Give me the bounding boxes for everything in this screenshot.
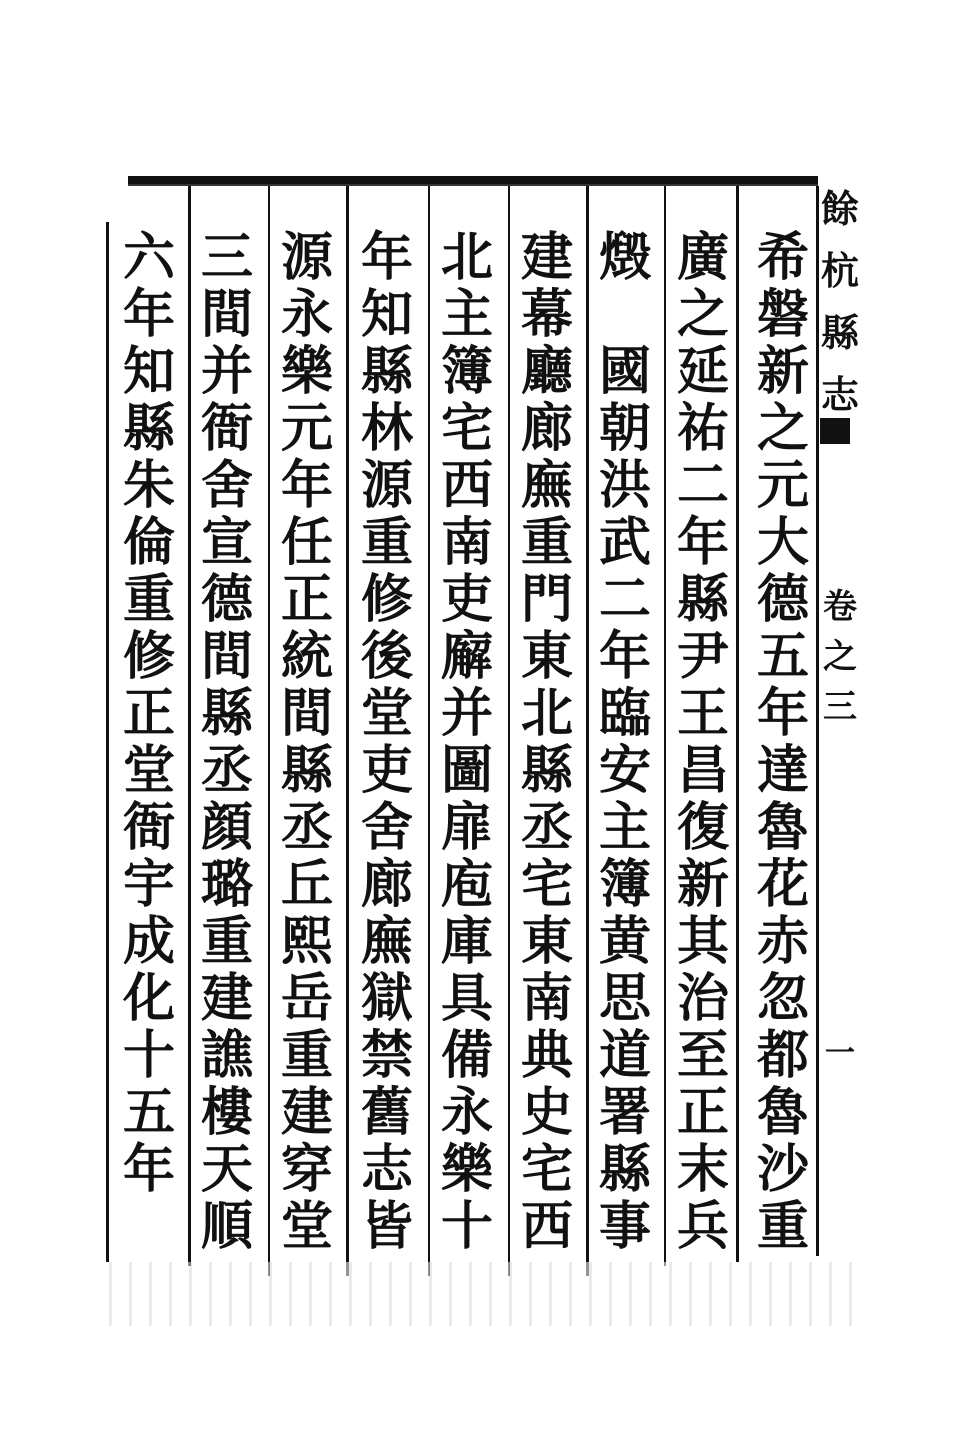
glyph: 并: [440, 683, 493, 744]
glyph: 任: [280, 512, 333, 573]
glyph: 西: [520, 1196, 573, 1257]
glyph: 元: [756, 455, 809, 516]
glyph: 并: [200, 341, 253, 402]
glyph: 德: [756, 569, 809, 630]
glyph: 化: [122, 968, 175, 1029]
glyph: 縣: [520, 740, 573, 801]
glyph: 署: [598, 1082, 651, 1143]
glyph: 庫: [440, 911, 493, 972]
text-column-1: [752, 227, 814, 1258]
glyph: 治: [676, 968, 729, 1029]
text-column-5: [436, 227, 498, 1258]
glyph: 具: [440, 968, 493, 1029]
glyph: 大: [756, 512, 809, 573]
glyph: 宣: [200, 512, 253, 573]
glyph: 都: [756, 1025, 809, 1086]
glyph: 重: [756, 1196, 809, 1257]
glyph: 禁: [360, 1025, 413, 1086]
text-column-6: [356, 227, 418, 1258]
glyph: 後: [360, 626, 413, 687]
glyph: 縣: [598, 1139, 651, 1200]
glyph: 間: [200, 284, 253, 345]
glyph: 黄: [598, 911, 651, 972]
margin-title-char: 縣: [820, 310, 859, 355]
glyph: 二: [676, 455, 729, 516]
glyph: 簿: [598, 854, 651, 915]
glyph: 昌: [676, 740, 729, 801]
glyph: 廊: [520, 398, 573, 459]
glyph: 年: [756, 683, 809, 744]
glyph: 魯: [756, 797, 809, 858]
margin-volume-char: 三: [823, 687, 857, 727]
glyph: 顔: [200, 797, 253, 858]
glyph: 宅: [520, 1139, 573, 1200]
column-rule: [508, 186, 510, 1276]
glyph: 穿: [280, 1139, 333, 1200]
margin-book-title: [820, 186, 860, 438]
glyph: 元: [280, 398, 333, 459]
glyph: 主: [440, 284, 493, 345]
glyph: 達: [756, 740, 809, 801]
glyph: 皆: [360, 1196, 413, 1257]
text-column-8: [196, 227, 258, 1258]
glyph: 事: [598, 1196, 651, 1257]
text-column-2: [672, 227, 734, 1258]
glyph: 新: [676, 854, 729, 915]
glyph: 順: [200, 1196, 253, 1257]
glyph: 延: [676, 341, 729, 402]
text-column-9: [118, 227, 180, 1201]
glyph: 丞: [200, 740, 253, 801]
glyph: 東: [520, 911, 573, 972]
margin-page-number: 一: [825, 1036, 855, 1071]
glyph: 宅: [440, 398, 493, 459]
glyph: 五: [122, 1082, 175, 1143]
glyph: 三: [200, 227, 253, 288]
margin-title-char: 杭: [820, 248, 859, 293]
glyph: 史: [520, 1082, 573, 1143]
glyph: 之: [756, 398, 809, 459]
glyph: 南: [440, 512, 493, 573]
glyph: 年: [122, 1139, 175, 1200]
glyph: 至: [676, 1025, 729, 1086]
glyph: 東: [520, 626, 573, 687]
glyph: 正: [122, 683, 175, 744]
column-rule: [268, 186, 270, 1276]
glyph: 堂: [122, 740, 175, 801]
glyph: 年: [598, 626, 651, 687]
glyph: 年: [360, 227, 413, 288]
glyph: 簿: [440, 341, 493, 402]
glyph: 天: [200, 1139, 253, 1200]
glyph: 重: [122, 569, 175, 630]
glyph: 縣: [200, 683, 253, 744]
glyph: 新: [756, 341, 809, 402]
glyph: 樂: [280, 341, 333, 402]
glyph: 間: [280, 683, 333, 744]
glyph: 堂: [360, 683, 413, 744]
glyph: 修: [122, 626, 175, 687]
glyph: 統: [280, 626, 333, 687]
glyph: 廨: [440, 626, 493, 687]
glyph: 縣: [280, 740, 333, 801]
glyph: 宅: [520, 854, 573, 915]
glyph: 知: [122, 341, 175, 402]
glyph: 修: [360, 569, 413, 630]
glyph: 廊: [360, 854, 413, 915]
glyph: 縣: [676, 569, 729, 630]
glyph: 主: [598, 797, 651, 858]
glyph: 重: [200, 911, 253, 972]
column-rule: [428, 186, 430, 1276]
margin-title-char: 志: [820, 372, 859, 417]
left-border-rule: [106, 222, 109, 1262]
glyph: 宇: [122, 854, 175, 915]
glyph: 縣: [122, 398, 175, 459]
glyph: 其: [676, 911, 729, 972]
glyph: 國: [598, 341, 651, 402]
glyph: 衙: [200, 398, 253, 459]
glyph: 圖: [440, 740, 493, 801]
glyph: 璐: [200, 854, 253, 915]
glyph: 祐: [676, 398, 729, 459]
glyph: 兵: [676, 1196, 729, 1257]
fishtail-mark: [820, 418, 850, 444]
top-border-edge: [128, 184, 818, 186]
glyph: 六: [122, 227, 175, 288]
text-column-7: [276, 227, 338, 1258]
glyph: 縣: [360, 341, 413, 402]
glyph: 建: [280, 1082, 333, 1143]
glyph: 熙: [280, 911, 333, 972]
glyph: 復: [676, 797, 729, 858]
glyph: 譙: [200, 1025, 253, 1086]
glyph: 道: [598, 1025, 651, 1086]
glyph: 倫: [122, 512, 175, 573]
column-rule: [586, 186, 589, 1276]
margin-volume-label: [820, 587, 860, 740]
glyph: 希: [756, 227, 809, 288]
glyph: 廡: [360, 911, 413, 972]
glyph: 丞: [520, 797, 573, 858]
glyph: 安: [598, 740, 651, 801]
glyph: 門: [520, 569, 573, 630]
glyph: 末: [676, 1139, 729, 1200]
column-rule: [736, 186, 739, 1262]
glyph: 年: [280, 455, 333, 516]
column-rule: [188, 186, 191, 1266]
margin-title-char: 餘: [820, 186, 859, 231]
glyph: 赤: [756, 911, 809, 972]
glyph: 廳: [520, 341, 573, 402]
glyph: 成: [122, 911, 175, 972]
glyph: 北: [440, 227, 493, 288]
column-rule: [346, 186, 349, 1276]
glyph: 典: [520, 1025, 573, 1086]
top-border-rule: [128, 176, 818, 184]
glyph: 北: [520, 683, 573, 744]
glyph: 南: [520, 968, 573, 1029]
glyph: 燬: [598, 227, 651, 288]
glyph: 年: [122, 284, 175, 345]
glyph: 堂: [280, 1196, 333, 1257]
glyph: 知: [360, 284, 413, 345]
glyph: 朱: [122, 455, 175, 516]
glyph: 武: [598, 512, 651, 573]
margin-volume-char: 之: [823, 637, 857, 677]
glyph: 丞: [280, 797, 333, 858]
glyph: 洪: [598, 455, 651, 516]
glyph: 十: [440, 1196, 493, 1257]
glyph: 五: [756, 626, 809, 687]
glyph: 年: [676, 512, 729, 573]
column-rule: [664, 186, 666, 1266]
glyph: 忽: [756, 968, 809, 1029]
glyph: 正: [676, 1082, 729, 1143]
glyph: [599, 289, 651, 346]
glyph: 廣: [676, 227, 729, 288]
glyph: 重: [280, 1025, 333, 1086]
damaged-page-edge: [100, 1262, 860, 1326]
glyph: 建: [200, 968, 253, 1029]
glyph: 舍: [360, 797, 413, 858]
glyph: 魯: [756, 1082, 809, 1143]
glyph: 建: [520, 227, 573, 288]
glyph: 庖: [440, 854, 493, 915]
text-column-4: [516, 227, 578, 1258]
glyph: 備: [440, 1025, 493, 1086]
glyph: 重: [360, 512, 413, 573]
glyph: 磐: [756, 284, 809, 345]
text-column-3: [594, 227, 656, 1258]
glyph: 西: [440, 455, 493, 516]
glyph: 王: [676, 683, 729, 744]
glyph: 源: [360, 455, 413, 516]
glyph: 舊: [360, 1082, 413, 1143]
glyph: 廡: [520, 455, 573, 516]
glyph: 志: [360, 1139, 413, 1200]
glyph: 之: [676, 284, 729, 345]
glyph: 永: [440, 1082, 493, 1143]
glyph: 德: [200, 569, 253, 630]
glyph: 沙: [756, 1139, 809, 1200]
glyph: 思: [598, 968, 651, 1029]
glyph: 幕: [520, 284, 573, 345]
glyph: 尹: [676, 626, 729, 687]
glyph: 獄: [360, 968, 413, 1029]
glyph: 源: [280, 227, 333, 288]
glyph: 花: [756, 854, 809, 915]
glyph: 重: [520, 512, 573, 573]
glyph: 樂: [440, 1139, 493, 1200]
glyph: 衙: [122, 797, 175, 858]
glyph: 朝: [598, 398, 651, 459]
glyph: 十: [122, 1025, 175, 1086]
glyph: 永: [280, 284, 333, 345]
glyph: 正: [280, 569, 333, 630]
glyph: 吏: [360, 740, 413, 801]
glyph: 臨: [598, 683, 651, 744]
glyph: 間: [200, 626, 253, 687]
glyph: 樓: [200, 1082, 253, 1143]
glyph: 二: [598, 569, 651, 630]
glyph: 岳: [280, 968, 333, 1029]
glyph: 吏: [440, 569, 493, 630]
glyph: 林: [360, 398, 413, 459]
glyph: 扉: [440, 797, 493, 858]
glyph: 舍: [200, 455, 253, 516]
margin-volume-char: 卷: [823, 587, 857, 627]
glyph: 丘: [280, 854, 333, 915]
